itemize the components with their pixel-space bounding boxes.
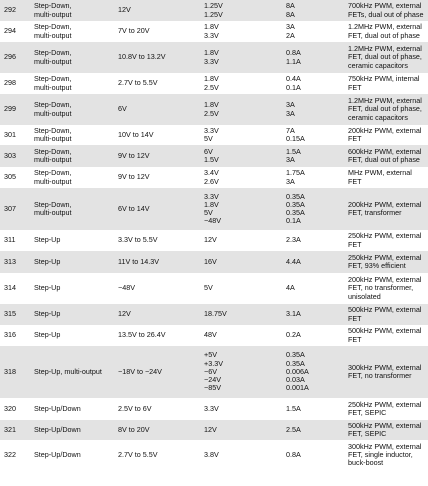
- regulator-type-line: Step-Down,: [34, 74, 72, 84]
- input-voltage-line: 7V to 20V: [118, 26, 150, 36]
- output-voltage-line: 48V: [204, 330, 217, 340]
- features-line: 300kHz PWM, external: [348, 362, 422, 372]
- output-current-cell: [284, 188, 346, 230]
- output-voltage-cell: [202, 273, 284, 304]
- output-current-cell: [284, 273, 346, 304]
- regulator-type-line: Step-Up: [34, 235, 61, 245]
- table-row: [0, 420, 428, 440]
- output-voltage-line: 3.4V: [204, 168, 219, 178]
- output-current-line: 0.2A: [286, 330, 301, 340]
- output-voltage-line: −48V: [204, 216, 221, 226]
- regulator-type-cell: [32, 346, 116, 398]
- features-line: ceramic capacitors: [348, 60, 408, 70]
- output-current-line: 0.006A: [286, 366, 309, 376]
- output-current-line: 4.4A: [286, 256, 301, 266]
- page-number-cell: 307: [0, 188, 32, 230]
- output-voltage-cell: [202, 304, 284, 325]
- output-current-cell: [284, 21, 346, 42]
- input-voltage-line: 6V to 14V: [118, 203, 150, 213]
- input-voltage-cell: [116, 346, 202, 398]
- features-line: 1.2MHz PWM, external: [348, 44, 422, 54]
- output-current-cell: [284, 420, 346, 440]
- output-voltage-line: 6V: [204, 146, 213, 156]
- regulator-type-line: Step-Down,: [34, 48, 72, 58]
- table-row: [0, 251, 428, 273]
- output-current-line: 7A: [286, 125, 295, 135]
- features-line: MHz PWM, external: [348, 168, 412, 178]
- features-cell: [346, 346, 428, 398]
- features-line: 1.2MHz PWM, external: [348, 22, 422, 32]
- features-line: 250kHz PWM, external: [348, 252, 422, 262]
- output-current-cell: [284, 145, 346, 167]
- output-current-line: 3A: [286, 22, 295, 32]
- page-number-cell: 318: [0, 346, 32, 398]
- output-current-line: 0.8A: [286, 449, 301, 459]
- output-current-line: 8A: [286, 9, 295, 19]
- features-line: 700kHz PWM, external: [348, 1, 422, 11]
- regulator-type-cell: [32, 440, 116, 470]
- features-line: 250kHz PWM, external: [348, 399, 422, 409]
- output-current-line: 1.5A: [286, 403, 301, 413]
- regulator-type-line: Step-Down,: [34, 168, 72, 178]
- output-voltage-line: 3.8V: [204, 449, 219, 459]
- features-line: FET, dual out of phase,: [348, 104, 422, 114]
- input-voltage-cell: [116, 167, 202, 188]
- regulator-type-cell: [32, 251, 116, 273]
- input-voltage-cell: [116, 420, 202, 440]
- output-current-line: 3A: [286, 155, 295, 164]
- output-current-line: 0.1A: [286, 216, 301, 226]
- regulator-type-line: multi-output: [34, 155, 72, 164]
- output-voltage-line: 1.8V: [204, 74, 219, 84]
- features-line: FET: [348, 239, 362, 249]
- input-voltage-line: −48V: [118, 283, 135, 293]
- output-voltage-line: +5V: [204, 350, 217, 360]
- output-current-line: 0.8A: [286, 48, 301, 58]
- output-current-cell: [284, 94, 346, 125]
- output-current-cell: [284, 325, 346, 346]
- output-voltage-cell: [202, 188, 284, 230]
- regulator-type-line: multi-output: [34, 30, 72, 40]
- regulator-type-line: multi-output: [34, 208, 72, 217]
- output-current-cell: [284, 73, 346, 94]
- output-current-line: 1.1A: [286, 56, 301, 66]
- output-voltage-cell: [202, 346, 284, 398]
- output-current-line: 2.3A: [286, 235, 301, 245]
- features-line: 1.2MHz PWM, external: [348, 96, 422, 106]
- input-voltage-cell: [116, 73, 202, 94]
- features-line: 500kHz PWM, external: [348, 326, 422, 336]
- output-voltage-cell: [202, 230, 284, 251]
- input-voltage-cell: [116, 251, 202, 273]
- table-row: [0, 346, 428, 398]
- output-voltage-cell: [202, 440, 284, 470]
- output-current-cell: [284, 230, 346, 251]
- table-row: [0, 167, 428, 188]
- regulator-type-line: Step-Down,: [34, 125, 72, 135]
- input-voltage-cell: [116, 42, 202, 73]
- regulator-type-line: Step-Up/Down: [34, 403, 81, 413]
- table-row: [0, 325, 428, 346]
- output-voltage-line: 12V: [204, 235, 217, 245]
- output-current-line: 3A: [286, 100, 295, 110]
- regulator-type-cell: [32, 21, 116, 42]
- page-number-cell: 311: [4, 235, 16, 245]
- input-voltage-cell: [116, 440, 202, 470]
- output-voltage-line: 2.5V: [204, 82, 219, 92]
- features-cell: [346, 0, 428, 21]
- page-number-cell: 314: [4, 283, 16, 293]
- input-voltage-cell: [116, 125, 202, 145]
- output-voltage-line: 3.3V: [204, 191, 219, 201]
- output-current-line: 0.35A: [286, 208, 305, 217]
- page-number-cell: 315: [0, 304, 32, 325]
- features-cell: [346, 94, 428, 125]
- features-cell: [346, 398, 428, 420]
- features-line: FET: [348, 176, 362, 186]
- regulator-type-line: multi-output: [34, 9, 72, 19]
- table-row: [0, 145, 428, 167]
- output-current-line: 1.75A: [286, 168, 305, 178]
- output-current-cell: [284, 398, 346, 420]
- page-number-cell: 294: [4, 26, 16, 36]
- output-voltage-cell: [202, 251, 284, 273]
- regulator-type-line: multi-output: [34, 134, 72, 143]
- input-voltage-line: 9V to 12V: [118, 150, 150, 160]
- input-voltage-cell: [116, 94, 202, 125]
- features-cell: [346, 325, 428, 346]
- input-voltage-line: 9V to 12V: [118, 172, 150, 182]
- input-voltage-line: 3.3V to 5.5V: [118, 235, 158, 245]
- output-voltage-line: 1.25V: [204, 1, 223, 11]
- regulator-type-cell: [32, 145, 116, 167]
- input-voltage-cell: [116, 273, 202, 304]
- output-voltage-cell: [202, 94, 284, 125]
- output-voltage-line: 1.8V: [204, 22, 219, 32]
- regulator-type-cell: [32, 325, 116, 346]
- features-cell: [346, 42, 428, 73]
- output-current-line: 0.1A: [286, 82, 301, 92]
- output-voltage-line: 1.8V: [204, 100, 219, 110]
- features-cell: [346, 440, 428, 470]
- output-current-cell: [284, 251, 346, 273]
- features-line: FET, no transformer: [348, 371, 412, 380]
- output-voltage-line: 3.3V: [204, 125, 219, 135]
- output-voltage-line: 12V: [204, 424, 217, 434]
- input-voltage-line: −18V to −24V: [118, 366, 162, 376]
- output-voltage-line: 1.8V: [204, 48, 219, 58]
- page-number-cell: 322: [4, 449, 16, 459]
- input-voltage-cell: [116, 398, 202, 420]
- regulator-type-cell: [32, 0, 116, 21]
- features-line: FET, dual out of phase,: [348, 52, 422, 62]
- features-line: FET, dual out of phase: [348, 155, 420, 164]
- input-voltage-cell: [116, 145, 202, 167]
- output-current-cell: [284, 167, 346, 188]
- features-line: FET, single inductor,: [348, 449, 413, 459]
- features-cell: [346, 21, 428, 42]
- features-line: FET: [348, 134, 362, 143]
- regulator-type-line: Step-Down,: [34, 1, 72, 11]
- input-voltage-cell: [116, 325, 202, 346]
- page-number-cell: 292: [0, 0, 32, 21]
- output-voltage-cell: [202, 73, 284, 94]
- page-number-cell: 296: [0, 42, 32, 73]
- regulator-type-cell: [32, 230, 116, 251]
- regulator-type-cell: [32, 188, 116, 230]
- regulator-type-line: Step-Up/Down: [34, 449, 81, 459]
- regulator-type-line: multi-output: [34, 82, 72, 92]
- output-voltage-line: 1.5V: [204, 155, 219, 164]
- regulator-type-line: Step-Up: [34, 283, 61, 293]
- features-cell: [346, 145, 428, 167]
- table-row: [0, 188, 428, 230]
- output-current-cell: [284, 346, 346, 398]
- regulator-type-line: Step-Up: [34, 330, 61, 340]
- regulator-type-cell: [32, 304, 116, 325]
- output-voltage-line: 3.3V: [204, 56, 219, 66]
- regulator-type-line: Step-Up: [34, 256, 61, 266]
- output-current-line: 0.4A: [286, 74, 301, 84]
- output-voltage-line: +3.3V: [204, 358, 223, 368]
- output-current-cell: [284, 125, 346, 145]
- page-number-cell: 303: [0, 145, 32, 167]
- output-current-cell: [284, 304, 346, 325]
- page-number-cell: 299: [0, 94, 32, 125]
- regulator-type-cell: [32, 42, 116, 73]
- output-voltage-cell: [202, 420, 284, 440]
- features-cell: [346, 188, 428, 230]
- table-row: [0, 440, 428, 470]
- output-current-line: 0.15A: [286, 134, 305, 143]
- features-line: 500kHz PWM, external: [348, 420, 422, 430]
- output-voltage-line: 3.3V: [204, 403, 219, 413]
- features-line: unisolated: [348, 291, 381, 301]
- features-line: FET, SEPIC: [348, 408, 387, 417]
- output-current-line: 0.35A: [286, 199, 305, 209]
- input-voltage-cell: [116, 230, 202, 251]
- features-line: FET, transformer: [348, 208, 402, 217]
- features-line: 200kHz PWM, external: [348, 199, 422, 209]
- features-cell: [346, 251, 428, 273]
- input-voltage-line: 10V to 14V: [118, 129, 154, 139]
- input-voltage-line: 8V to 20V: [118, 424, 150, 434]
- output-voltage-line: 18.75V: [204, 309, 227, 319]
- features-line: 250kHz PWM, external: [348, 231, 422, 241]
- input-voltage-line: 10.8V to 13.2V: [118, 52, 166, 62]
- output-voltage-cell: [202, 145, 284, 167]
- features-line: 200kHz PWM, external: [348, 275, 422, 285]
- table-row: [0, 398, 428, 420]
- features-cell: [346, 230, 428, 251]
- page-number-cell: 313: [0, 251, 32, 273]
- output-voltage-line: −85V: [204, 383, 221, 393]
- output-voltage-line: 5V: [204, 208, 213, 217]
- table-row: [0, 73, 428, 94]
- table-row: [0, 125, 428, 145]
- output-voltage-cell: [202, 0, 284, 21]
- regulator-type-line: Step-Up/Down: [34, 424, 81, 434]
- features-cell: [346, 167, 428, 188]
- output-current-line: 1.5A: [286, 146, 301, 156]
- page-number-cell: 320: [4, 403, 16, 413]
- table-row: [0, 94, 428, 125]
- table-row: [0, 0, 428, 21]
- output-current-line: 8A: [286, 1, 295, 11]
- output-voltage-line: 5V: [204, 134, 213, 143]
- regulator-type-line: Step-Down,: [34, 146, 72, 156]
- features-cell: [346, 420, 428, 440]
- output-voltage-cell: [202, 325, 284, 346]
- regulator-type-cell: [32, 94, 116, 125]
- regulator-type-line: Step-Down,: [34, 22, 72, 32]
- regulator-type-line: multi-output: [34, 176, 72, 186]
- features-line: FETs, dual out of phase: [348, 9, 424, 19]
- output-current-line: 3A: [286, 108, 295, 118]
- regulator-type-cell: [32, 125, 116, 145]
- features-cell: [346, 304, 428, 325]
- page-number-cell: 301: [4, 129, 16, 139]
- regulator-type-cell: [32, 273, 116, 304]
- regulator-type-cell: [32, 398, 116, 420]
- regulator-type-line: Step-Down,: [34, 100, 72, 110]
- regulator-type-line: multi-output: [34, 108, 72, 118]
- features-line: FET, SEPIC: [348, 429, 387, 438]
- regulator-type-cell: [32, 167, 116, 188]
- features-cell: [346, 73, 428, 94]
- output-voltage-line: 1.25V: [204, 9, 223, 19]
- input-voltage-cell: [116, 188, 202, 230]
- input-voltage-line: 2.5V to 6V: [118, 403, 152, 413]
- input-voltage-cell: [116, 304, 202, 325]
- page-number-cell: 321: [0, 420, 32, 440]
- features-line: 200kHz PWM, external: [348, 125, 422, 135]
- regulator-type-line: multi-output: [34, 56, 72, 66]
- regulator-type-line: Step-Down,: [34, 199, 72, 209]
- table-row: [0, 42, 428, 73]
- output-current-line: 0.03A: [286, 375, 305, 385]
- page-number-cell: 305: [4, 172, 16, 182]
- output-current-line: 2.5A: [286, 424, 301, 434]
- features-line: 600kHz PWM, external: [348, 146, 422, 156]
- input-voltage-line: 13.5V to 26.4V: [118, 330, 166, 340]
- table-row: [0, 230, 428, 251]
- regulator-type-cell: [32, 420, 116, 440]
- output-current-line: 2A: [286, 30, 295, 40]
- features-line: FET, dual out of phase: [348, 30, 420, 40]
- features-line: FET: [348, 313, 362, 323]
- input-voltage-line: 2.7V to 5.5V: [118, 449, 158, 459]
- output-voltage-cell: [202, 21, 284, 42]
- features-line: ceramic capacitors: [348, 112, 408, 122]
- input-voltage-line: 12V: [118, 309, 131, 319]
- output-voltage-line: 2.6V: [204, 176, 219, 186]
- features-line: FET: [348, 334, 362, 344]
- output-voltage-cell: [202, 125, 284, 145]
- regulator-type-line: Step-Up, multi-output: [34, 366, 102, 376]
- features-line: FET: [348, 82, 362, 92]
- features-line: 500kHz PWM, external: [348, 305, 422, 315]
- page-number-cell: 298: [4, 78, 16, 88]
- output-current-line: 0.001A: [286, 383, 309, 393]
- output-voltage-cell: [202, 398, 284, 420]
- output-current-line: 4A: [286, 283, 295, 293]
- features-line: buck-boost: [348, 458, 384, 468]
- output-current-line: 3.1A: [286, 309, 301, 319]
- output-current-line: 3A: [286, 176, 295, 186]
- features-line: FET, no transformer,: [348, 283, 414, 293]
- output-voltage-line: 1.8V: [204, 199, 219, 209]
- table-row: [0, 273, 428, 304]
- regulator-type-cell: [32, 73, 116, 94]
- input-voltage-line: 6V: [118, 104, 127, 114]
- output-voltage-line: −6V: [204, 366, 217, 376]
- features-line: 300kHz PWM, external: [348, 441, 422, 451]
- output-voltage-line: 5V: [204, 283, 213, 293]
- output-current-cell: [284, 0, 346, 21]
- output-current-line: 0.35A: [286, 350, 305, 360]
- output-voltage-cell: [202, 42, 284, 73]
- table-row: [0, 21, 428, 42]
- output-voltage-line: 3.3V: [204, 30, 219, 40]
- input-voltage-line: 11V to 14.3V: [118, 256, 160, 266]
- output-current-line: 0.35A: [286, 191, 305, 201]
- features-cell: [346, 273, 428, 304]
- regulator-type-line: Step-Up: [34, 309, 61, 319]
- output-voltage-line: 16V: [204, 256, 217, 266]
- output-voltage-line: −24V: [204, 375, 221, 385]
- input-voltage-cell: [116, 0, 202, 21]
- page-number-cell: 316: [4, 330, 16, 340]
- output-current-line: 0.35A: [286, 358, 305, 368]
- features-cell: [346, 125, 428, 145]
- output-current-cell: [284, 440, 346, 470]
- features-line: 750kHz PWM, internal: [348, 74, 420, 84]
- output-current-cell: [284, 42, 346, 73]
- output-voltage-line: 2.5V: [204, 108, 219, 118]
- input-voltage-line: 12V: [118, 5, 131, 15]
- table-row: [0, 304, 428, 325]
- output-voltage-cell: [202, 167, 284, 188]
- input-voltage-cell: [116, 21, 202, 42]
- input-voltage-line: 2.7V to 5.5V: [118, 78, 158, 88]
- features-line: FET, 93% efficient: [348, 261, 406, 270]
